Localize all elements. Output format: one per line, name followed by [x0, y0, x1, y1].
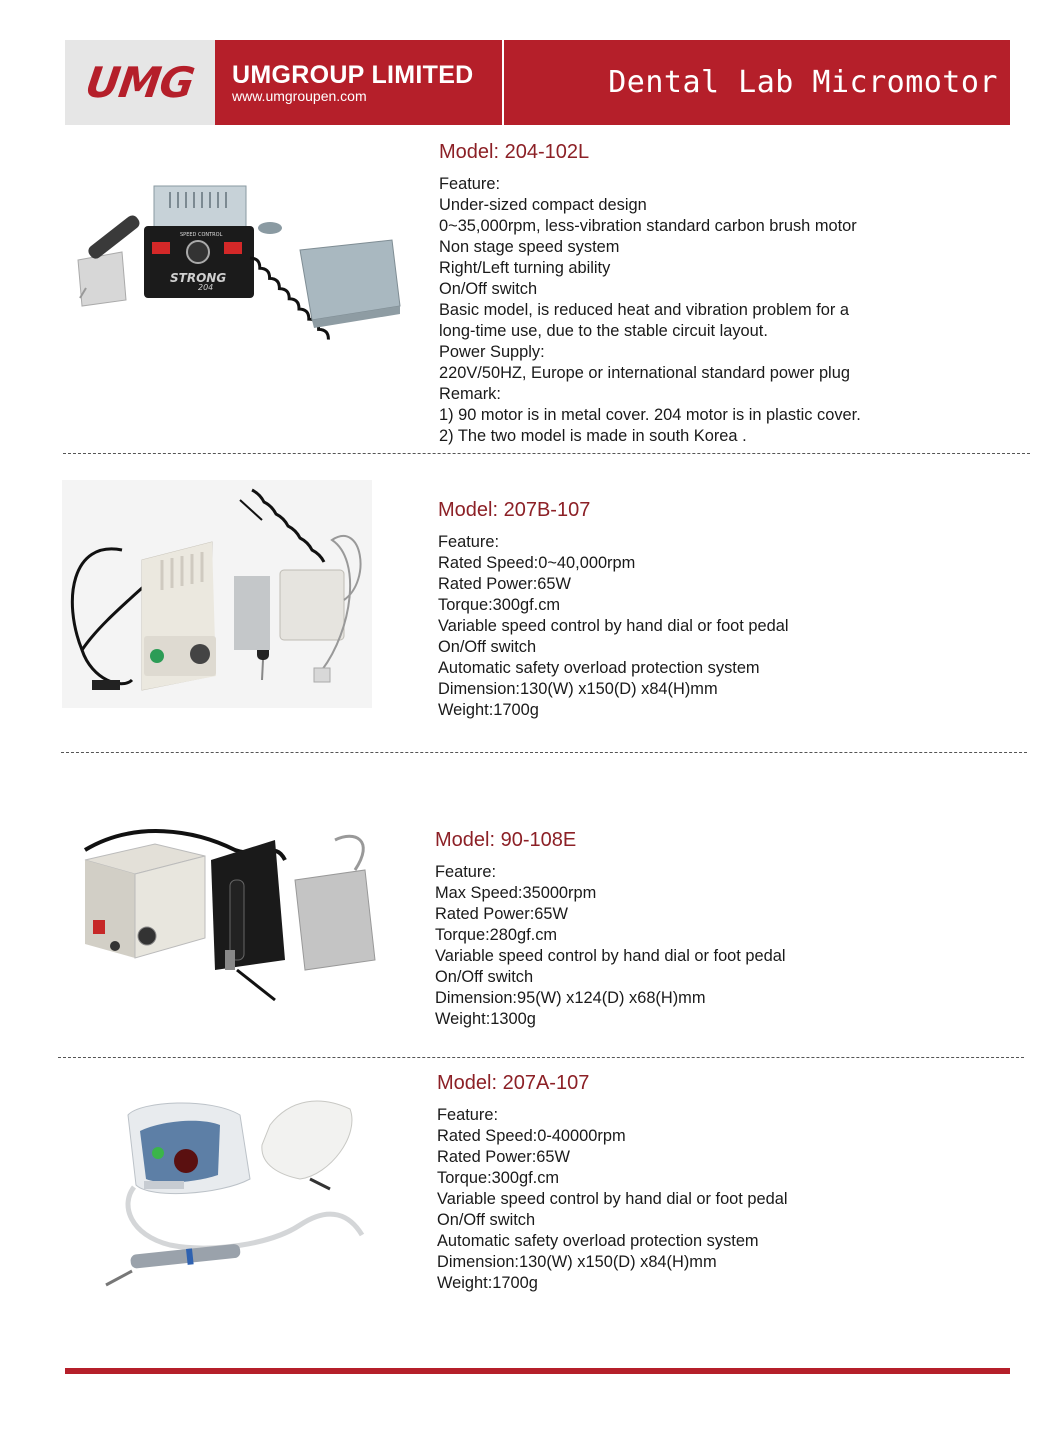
- spec-line: 0~35,000rpm, less-vibration standard carbon brush motor: [439, 217, 857, 235]
- spec-line: Rated Power:65W: [437, 1148, 571, 1166]
- product-section-207B-107: [438, 498, 789, 721]
- spec-line: Rated Power:65W: [435, 905, 569, 923]
- photo-label-204: 204: [198, 283, 214, 292]
- photo-label-strong: STRONG: [170, 271, 227, 285]
- spec-line: Feature:: [439, 175, 501, 193]
- footer-bar: [65, 1368, 1010, 1374]
- spec-line: On/Off switch: [437, 1211, 536, 1229]
- spec-line: Right/Left turning ability: [439, 259, 611, 277]
- product-photo-207A-107: [100, 1095, 370, 1290]
- title-block: [504, 40, 1010, 125]
- spec-line: Feature:: [435, 863, 497, 881]
- spec-line: Remark:: [439, 385, 501, 403]
- spec-line: Weight:1300g: [435, 1010, 536, 1028]
- section-divider: [58, 1057, 1024, 1058]
- page-title: Dental Lab Micromotor: [608, 65, 998, 100]
- spec-line: Dimension:130(W) x150(D) x84(H)mm: [437, 1253, 717, 1271]
- spec-line: Weight:1700g: [437, 1274, 538, 1292]
- spec-line: On/Off switch: [439, 280, 538, 298]
- product-section-204-102L: [439, 140, 861, 447]
- logo: [65, 40, 215, 125]
- spec-line: Weight:1700g: [438, 701, 539, 719]
- spec-line: Non stage speed system: [439, 238, 620, 256]
- spec-line: Dimension:130(W) x150(D) x84(H)mm: [438, 680, 718, 698]
- spec-line: 1) 90 motor is in metal cover. 204 motor is in plastic cover.: [439, 406, 861, 424]
- spec-line: On/Off switch: [435, 968, 534, 986]
- company-block: [215, 40, 502, 125]
- photo-label-speed-control: SPEED CONTROL: [180, 232, 223, 238]
- logo-text: UMG: [82, 58, 198, 107]
- spec-line: Variable speed control by hand dial or foot pedal: [435, 947, 786, 965]
- spec-line: Power Supply:: [439, 343, 545, 361]
- spec-line: Rated Power:65W: [438, 575, 572, 593]
- spec-line: Basic model, is reduced heat and vibration problem for a: [439, 301, 849, 319]
- product-photo-90-108E: [75, 820, 380, 1010]
- spec-line: Max Speed:35000rpm: [435, 884, 597, 902]
- spec-line: Rated Speed:0~40,000rpm: [438, 554, 636, 572]
- section-divider: [63, 453, 1030, 454]
- spec-line: Dimension:95(W) x124(D) x68(H)mm: [435, 989, 706, 1007]
- spec-line: Feature:: [437, 1106, 499, 1124]
- spec-line: Under-sized compact design: [439, 196, 647, 214]
- model-title: Model: 207A-107: [437, 1072, 590, 1094]
- spec-line: Automatic safety overload protection system: [438, 659, 760, 677]
- section-divider: [61, 752, 1027, 753]
- spec-line: Variable speed control by hand dial or foot pedal: [438, 617, 789, 635]
- product-photo-207B-107: [62, 480, 372, 708]
- spec-line: 220V/50HZ, Europe or international standard power plug: [439, 364, 850, 382]
- spec-line: Variable speed control by hand dial or foot pedal: [437, 1190, 788, 1208]
- model-title: Model: 204-102L: [439, 141, 590, 163]
- spec-line: Torque:300gf.cm: [438, 596, 561, 614]
- spec-line: On/Off switch: [438, 638, 537, 656]
- model-title: Model: 207B-107: [438, 499, 591, 521]
- spec-line: Torque:280gf.cm: [435, 926, 558, 944]
- product-photo-204-102L: [72, 180, 402, 360]
- model-title: Model: 90-108E: [435, 829, 577, 851]
- spec-line: Torque:300gf.cm: [437, 1169, 560, 1187]
- product-section-90-108E: [435, 828, 786, 1030]
- spec-line: 2) The two model is made in south Korea .: [439, 427, 747, 445]
- page-header: [65, 40, 1010, 125]
- product-section-207A-107: [437, 1071, 788, 1294]
- spec-line: long-time use, due to the stable circuit layout.: [439, 322, 768, 340]
- spec-line: Automatic safety overload protection system: [437, 1232, 759, 1250]
- spec-line: Feature:: [438, 533, 500, 551]
- spec-line: Rated Speed:0-40000rpm: [437, 1127, 626, 1145]
- company-name: UMGROUP LIMITED: [232, 60, 474, 89]
- company-website: www.umgroupen.com: [232, 87, 367, 104]
